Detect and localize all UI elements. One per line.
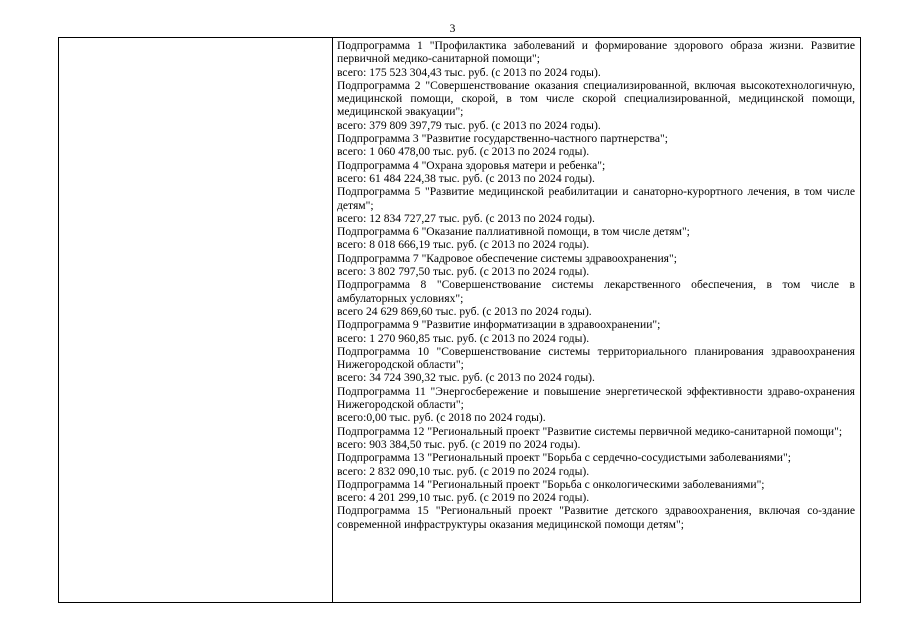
subprogram-12-total: всего: 903 384,50 тыс. руб. (с 2019 по 2024 годы). [337, 437, 581, 451]
subprogram-9-total: всего: 1 270 960,85 тыс. руб. (с 2013 по 2024 годы). [337, 331, 590, 345]
subprogram-14-title: Подпрограмма 14 "Региональный проект "Борьба с онкологическими заболеваниями"; [337, 477, 765, 491]
subprogram-11-total: всего:0,00 тыс. руб. (с 2018 по 2024 годы). [337, 411, 546, 425]
subprogram-6-title: Подпрограмма 6 "Оказание паллиативной помощи, в том числе детям"; [337, 225, 690, 239]
subprogram-7-title: Подпрограмма 7 "Кадровое обеспечение системы здравоохранения"; [337, 251, 677, 265]
subprogram-12-title: Подпрограмма 12 "Региональный проект "Развитие системы первичной медико-санитарной помощи"; [337, 424, 843, 438]
subprogram-2-title: Подпрограмма 2 "Совершенствование оказания специализированной, включая высокотехнологичную, медицинской помощи, скорой, в том числе скорой специализированной, медицинской помощи, медицинской эвакуации"; [337, 78, 855, 119]
subprogram-10-title: Подпрограмма 10 "Совершенствование системы территориального планирования здравоохранения Нижегородской области"; [337, 344, 855, 372]
subprogram-2-total: всего: 379 809 397,79 тыс. руб. (с 2013 по 2024 годы). [337, 118, 601, 132]
subprogram-5-title: Подпрограмма 5 "Развитие медицинской реабилитации и санаторно-курортного лечения, в том числе детям"; [337, 185, 855, 212]
subprogram-6-total: всего: 8 018 666,19 тыс. руб. (с 2013 по 2024 годы). [337, 238, 590, 252]
page-number: 3 [449, 23, 456, 35]
subprogram-4-total: всего: 61 484 224,38 тыс. руб. (с 2013 по 2024 годы). [337, 171, 595, 185]
subprogram-13-total: всего: 2 832 090,10 тыс. руб. (с 2019 по 2024 годы). [337, 464, 590, 478]
subprogram-13-title: Подпрограмма 13 "Региональный проект "Борьба с сердечно-сосудистыми заболеваниями"; [337, 451, 791, 465]
table-left-column [59, 38, 333, 602]
subprogram-1-total: всего: 175 523 304,43 тыс. руб. (с 2013 по 2024 годы). [337, 65, 601, 79]
subprogram-14-total: всего: 4 201 299,10 тыс. руб. (с 2019 по 2024 годы). [337, 491, 590, 505]
subprogram-8-total: всего 24 629 869,60 тыс. руб. (с 2013 по 2024 годы). [337, 304, 592, 318]
subprogram-1-title: Подпрограмма 1 "Профилактика заболеваний и формирование здорового образа жизни. Развитие первичной медико-санитарной помощи"; [337, 39, 855, 66]
subprogram-15-title: Подпрограмма 15 "Региональный проект "Развитие детского здравоохранения, включая со-здание современной инфраструктуры оказания медицинской помощи детям"; [337, 504, 855, 531]
subprogram-5-total: всего: 12 834 727,27 тыс. руб. (с 2013 по 2024 годы). [337, 211, 595, 225]
subprogram-7-total: всего: 3 802 797,50 тыс. руб. (с 2013 по 2024 годы). [337, 265, 590, 279]
subprogram-11-title: Подпрограмма 11 "Энергосбережение и повышение энергетической эффективности здраво-охранения Нижегородской области"; [337, 384, 855, 412]
subprogram-3-total: всего: 1 060 478,00 тыс. руб. (с 2013 по 2024 годы). [337, 145, 590, 159]
table-right-column [333, 38, 860, 602]
subprogram-8-title: Подпрограмма 8 "Совершенствование системы лекарственного обеспечения, в том числе в амбулаторных условиях"; [337, 278, 855, 305]
subprogram-9-title: Подпрограмма 9 "Развитие информатизации в здравоохранении"; [337, 318, 661, 332]
subprogram-3-title: Подпрограмма 3 "Развитие государственно-частного партнерства"; [337, 132, 668, 146]
subprogram-10-total: всего: 34 724 390,32 тыс. руб. (с 2013 по 2024 годы). [337, 371, 595, 385]
subprogram-4-title: Подпрограмма 4 "Охрана здоровья матери и ребенка"; [337, 158, 606, 172]
document-table [58, 37, 861, 603]
